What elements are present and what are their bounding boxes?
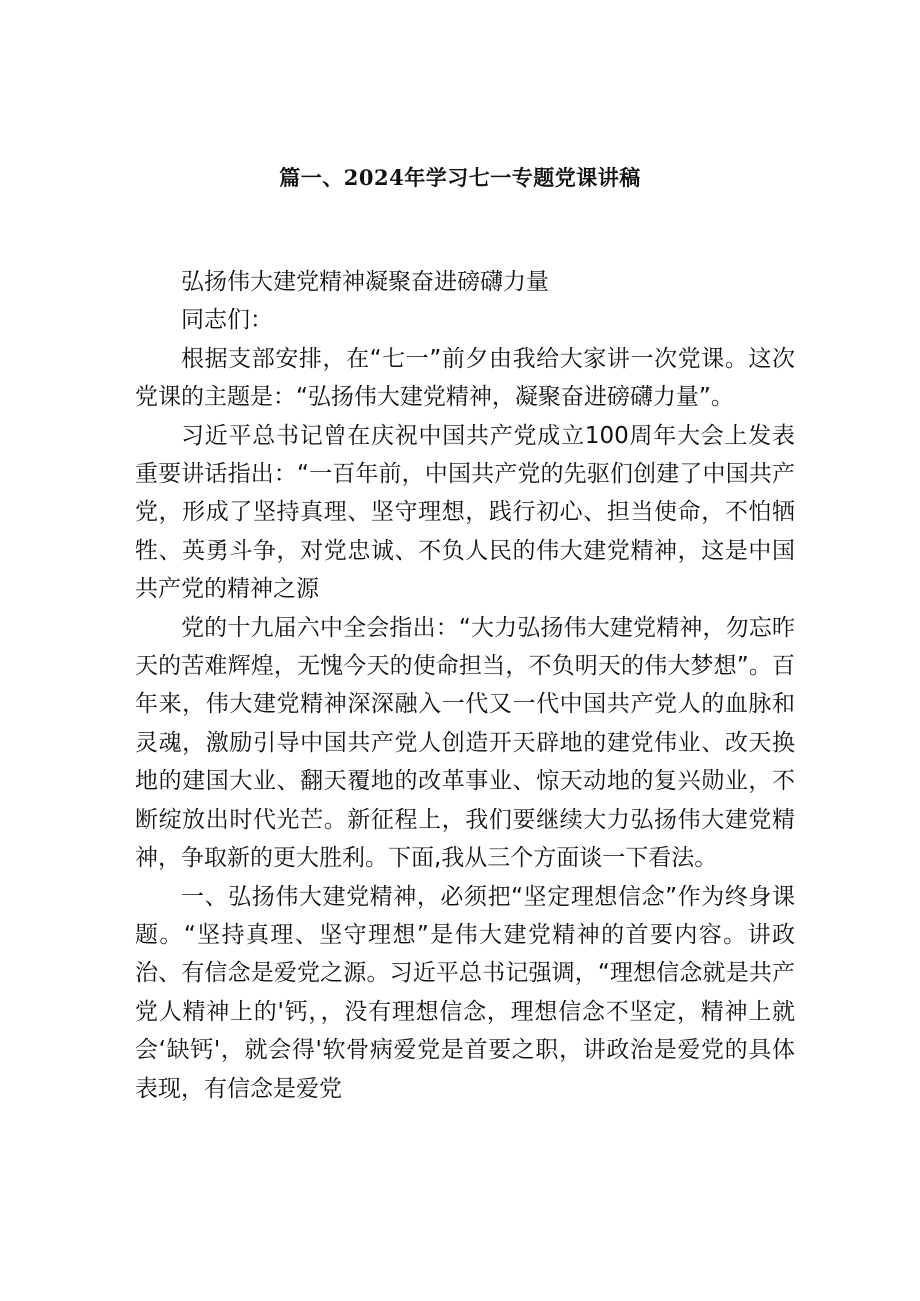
paragraph-section-one: 一、弘扬伟大建党精神，必须把“坚定理想信念”作为终身课题。“坚持真理、坚守理想”是伟大建党精神的首要内容。讲政治、有信念是爱党之源。习近平总书记强调，“理想信念就是共产党人精神上的'钙，，没有理想信念，理想信念不坚定，精神上就会‘缺钙'，就会得'软骨病爱党是首要之职，讲政治是爱党的具体表现，有信念是爱党 — [135, 883, 795, 1102]
document-title: 篇一、2024年学习七一专题党课讲稿 — [279, 165, 641, 190]
paragraph-intro: 根据支部安排，在“七一”前夕由我给大家讲一次党课。这次党课的主题是：“弘扬伟大建党精神，凝聚奋进磅礴力量”。 — [135, 345, 795, 411]
salutation: 同志们： — [181, 307, 273, 334]
paragraph-quote-xi: 习近平总书记曾在庆祝中国共产党成立100周年大会上发表重要讲话指出：“一百年前，中国共产党的先驱们创建了中国共产党，形成了坚持真理、坚守理想，践行初心、担当使命，不怕牺牲、英勇斗争，对党忠诚、不负人民的伟大建党精神，这是中国共产党的精神之源 — [135, 422, 795, 603]
speech-subtitle: 弘扬伟大建党精神凝聚奋进磅礴力量 — [181, 269, 549, 295]
paragraph-sixth-plenum: 党的十九届六中全会指出：“大力弘扬伟大建党精神，勿忘昨天的苦难辉煌，无愧今天的使命担当，不负明天的伟大梦想”。百年来，伟大建党精神深深融入一代又一代中国共产党人的血脉和灵魂，激励引导中国共产党人创造开天辟地的建党伟业、改天换地的建国大业、翻天覆地的改革事业、惊天动地的复兴勋业，不断绽放出时代光芒。新征程上，我们要继续大力弘扬伟大建党精神，争取新的更大胜利。下面,我从三个方面谈一下看法。 — [135, 614, 795, 872]
document-body — [135, 263, 795, 1108]
